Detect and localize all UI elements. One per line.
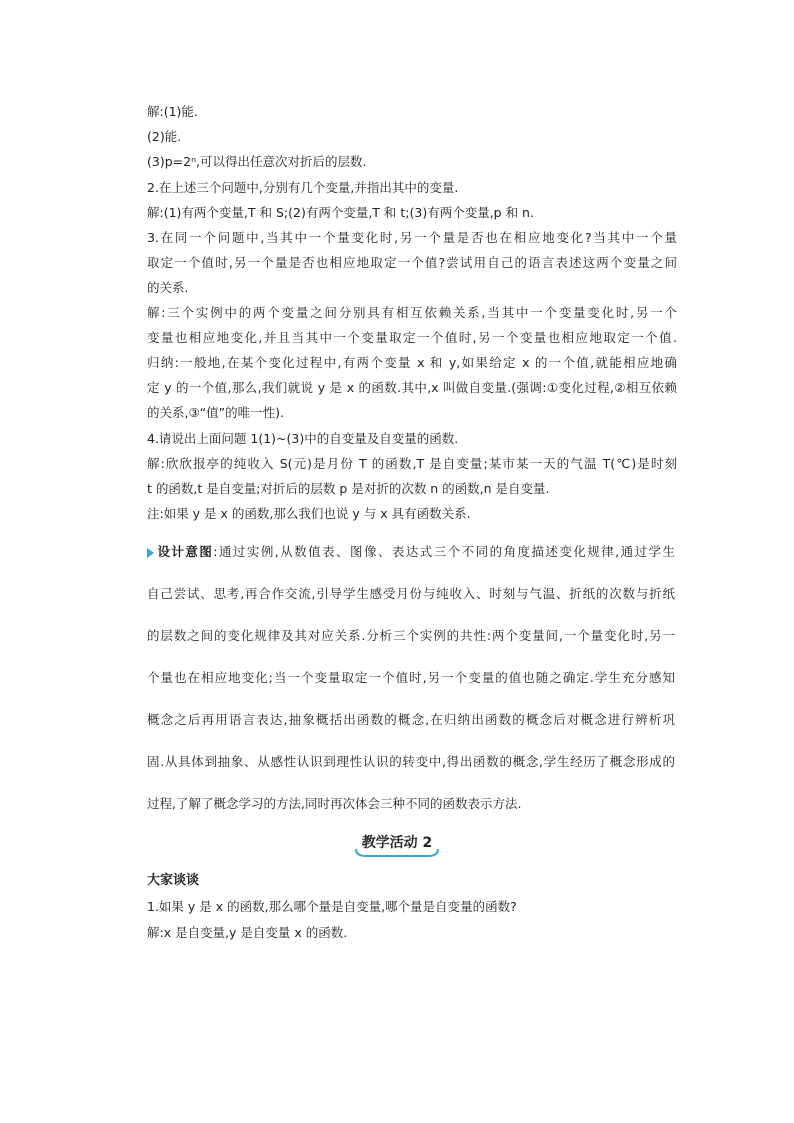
design-intent-line — [147, 542, 675, 560]
triangle-marker-icon — [147, 548, 154, 558]
question-line: 取定一个值时,另一个量是否也相应地取定一个值?尝试用自己的语言表述这两个变量之间 — [147, 255, 677, 270]
question-line: 4.请说出上面问题 1(1)~(3)中的自变量及自变量的函数. — [147, 431, 459, 446]
summary-line: 定 y 的一个值,那么,我们就说 y 是 x 的函数.其中,x 叫做自变量.(强调:①变化过程,②相互依赖 — [147, 380, 677, 395]
answer-line: (2)能. — [147, 129, 182, 144]
design-intent-line: 过程,了解了概念学习的方法,同时再次体会三种不同的函数表示方法. — [147, 796, 522, 811]
answer-line: 解:(1)有两个变量,T 和 S;(2)有两个变量,T 和 t;(3)有两个变量,p 和 n. — [147, 205, 534, 220]
answer-line: 解:欣欣报亭的纯收入 S(元)是月份 T 的函数,T 是自变量;某市某一天的气温 T(℃)是时刻 — [147, 456, 677, 471]
question-line: 2.在上述三个问题中,分别有几个变量,并指出其中的变量. — [147, 180, 459, 195]
design-intent-line: 的层数之间的变化规律及其对应关系.分析三个实例的共性:两个变量间,一个量变化时,另一 — [147, 628, 675, 643]
design-intent-line: 概念之后再用语言表达,抽象概括出函数的概念,在归纳出函数的概念后对概念进行辨析巩 — [147, 712, 675, 727]
question-line: 1.如果 y 是 x 的函数,那么哪个量是自变量,哪个量是自变量的函数? — [147, 899, 517, 914]
summary-line: 归纳:一般地,在某个变化过程中,有两个变量 x 和 y,如果给定 x 的一个值,就能相应地确 — [147, 355, 677, 370]
answer-line: t 的函数,t 是自变量;对折后的层数 p 是对折的次数 n 的函数,n 是自变量. — [147, 481, 550, 496]
answer-line: 变量也相应地变化,并且当其中一个变量取定一个值时,另一个变量也相应地取定一个值. — [147, 330, 677, 345]
question-line: 3.在同一个问题中,当其中一个量变化时,另一个量是否也在相应地变化?当其中一个量 — [147, 230, 677, 245]
answer-line: (3)p=2ⁿ,可以得出任意次对折后的层数. — [147, 154, 367, 169]
question-line: 的关系. — [147, 280, 189, 295]
design-intent-text: :通过实例,从数值表、图像、表达式三个不同的角度描述变化规律,通过学生 — [213, 544, 675, 559]
design-intent-line: 固.从具体到抽象、从感性认识到理性认识的转变中,得出函数的概念,学生经历了概念形成的 — [147, 754, 675, 769]
answer-line: 解:(1)能. — [147, 104, 198, 119]
section-subheading: 大家谈谈 — [147, 873, 200, 888]
design-intent-line: 个量也在相应地变化;当一个变量取定一个值时,另一个变量的值也随之确定.学生充分感知 — [147, 670, 675, 685]
answer-line: 解:三个实例中的两个变量之间分别具有相互依赖关系,当其中一个变量变化时,另一个 — [147, 305, 677, 320]
activity-heading-text: 教学活动 2 — [361, 835, 433, 851]
design-intent-label: 设计意图 — [156, 544, 214, 559]
summary-line: 的关系,③“值”的唯一性). — [147, 405, 284, 420]
note-line: 注:如果 y 是 x 的函数,那么我们也说 y 与 x 具有函数关系. — [147, 506, 471, 521]
design-intent-line: 自己尝试、思考,再合作交流,引导学生感受月份与纯收入、时刻与气温、折纸的次数与折纸 — [147, 586, 675, 601]
answer-line: 解:x 是自变量,y 是自变量 x 的函数. — [147, 925, 348, 940]
activity-heading — [354, 833, 440, 859]
